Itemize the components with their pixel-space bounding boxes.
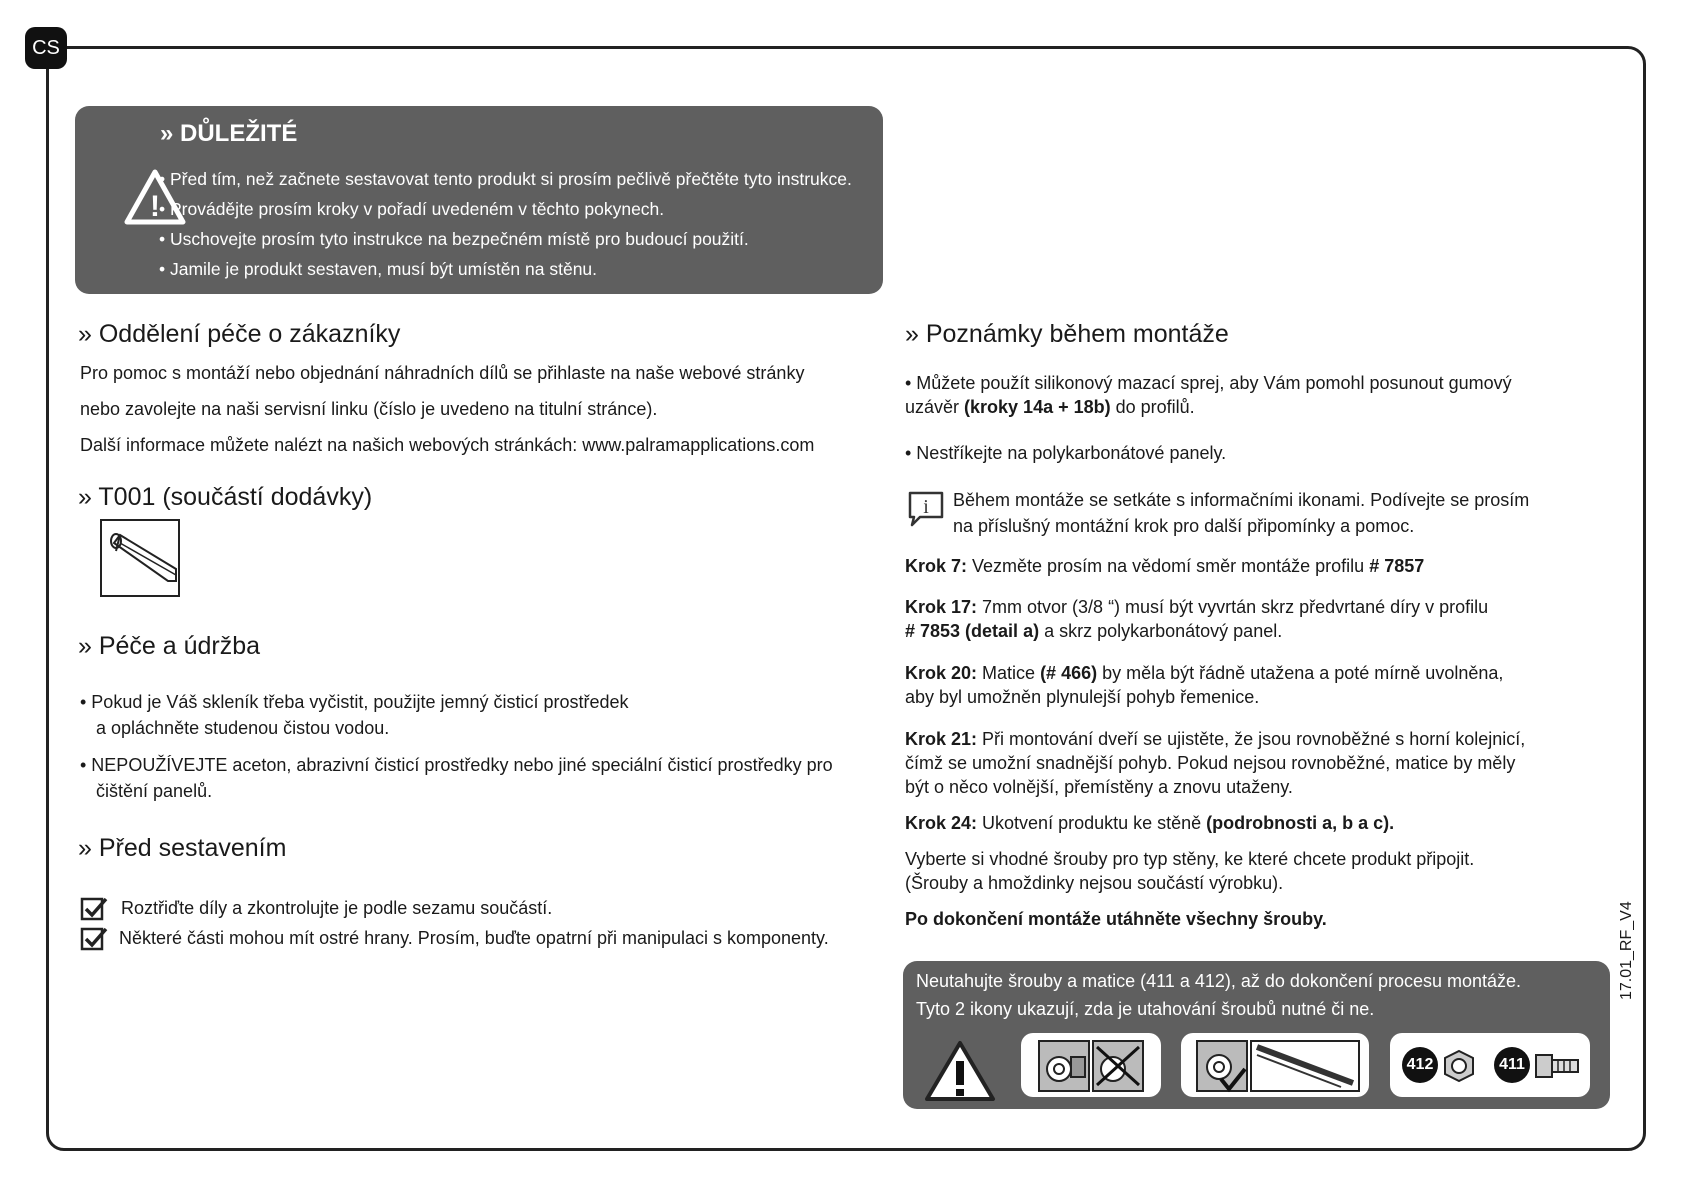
step-24-note: Krok 24: Ukotvení produktu ke stěně (podrobnosti a, b a c). [905, 813, 1395, 833]
note-line: uzávěr (kroky 14a + 18b) do profilů. [905, 397, 1195, 417]
care-item-line: čištění panelů. [96, 781, 213, 801]
important-title: » DŮLEŽITÉ [160, 120, 298, 147]
notice-line: Tyto 2 ikony ukazují, zda je utahování šroubů nutné či ne. [916, 999, 1375, 1019]
step-17-note: Krok 17: 7mm otvor (3/8 “) musí být vyvrtán skrz předvrtané díry v profilu [905, 597, 1489, 617]
hex-key-icon [102, 521, 178, 595]
care-item-line: a opláchněte studenou čistou vodou. [96, 718, 390, 738]
note-line: • Můžete použít silikonový mazací sprej, aby Vám pomohl posunout gumový [905, 373, 1512, 393]
tightening-notice-box [903, 961, 1610, 1109]
info-note-line: na příslušný montážní krok pro další připomínky a pomoc. [953, 516, 1415, 536]
checkbox-checked-icon [80, 925, 108, 953]
step-21-note: čímž se umožní snadnější pohyb. Pokud nejsou rovnoběžné, matice by měly [905, 753, 1516, 773]
part-411-badge: 411 [1494, 1047, 1530, 1083]
tighten-icons-group [1021, 1033, 1161, 1097]
checklist-text: Některé části mohou mít ostré hrany. Prosím, buďte opatrní při manipulaci s komponenty. [119, 927, 829, 948]
wrench-icons-group [1181, 1033, 1369, 1097]
customer-care-line: Pro pomoc s montáží nebo objednání náhradních dílů se přihlaste na naše webové stránky [80, 363, 805, 383]
customer-care-title: » Oddělení péče o zákazníky [78, 320, 401, 348]
important-box [75, 106, 883, 294]
before-assembly-title: » Před sestavením [78, 834, 287, 862]
care-item-line: • NEPOUŽÍVEJTE aceton, abrazivní čisticí prostředky nebo jiné speciální čisticí prostředky pro [80, 755, 833, 775]
care-title: » Péče a údržba [78, 632, 261, 660]
important-item: • Před tím, než začnete sestavovat tento produkt si prosím pečlivě přečtěte tyto instrukce. [159, 164, 852, 194]
customer-care-line: Další informace můžete nalézt na našich webových stránkách: www.palramapplications.com [80, 435, 815, 455]
assembly-notes-title: » Poznámky během montáže [905, 320, 1229, 348]
svg-text:!: ! [150, 190, 160, 223]
important-item: • Provádějte prosím kroky v pořadí uvedeném v těchto pokynech. [159, 194, 852, 224]
step-17-note: # 7853 (detail a) a skrz polykarbonátový panel. [905, 621, 1283, 641]
screws-note: Vyberte si vhodné šrouby pro typ stěny, ke které chcete produkt připojit. [905, 849, 1475, 869]
checklist-text: Roztřiďte díly a zkontrolujte je podle sezamu součástí. [121, 897, 553, 918]
info-icon [906, 489, 946, 529]
part-412-badge: 412 [1402, 1047, 1438, 1083]
parts-legend-group [1390, 1033, 1590, 1097]
important-item: • Uschovejte prosím tyto instrukce na bezpečném místě pro budoucí použití. [159, 224, 852, 254]
language-badge: CS [25, 27, 67, 69]
bolt-icon [1534, 1047, 1582, 1085]
note-line: • Nestříkejte na polykarbonátové panely. [905, 443, 1227, 463]
info-note-line: Během montáže se setkáte s informačními ikonami. Podívejte se prosím [953, 490, 1530, 510]
hex-key-tool-image [100, 519, 180, 597]
checklist-item [80, 895, 552, 923]
nut-icon [1442, 1049, 1476, 1083]
svg-text:i: i [923, 496, 929, 518]
care-item-line: • Pokud je Váš skleník třeba vyčistit, použijte jemný čisticí prostředek [80, 692, 629, 712]
checklist-item [80, 925, 829, 953]
step-21-note: být o něco volnější, přemístěny a znovu utaženy. [905, 777, 1293, 797]
checkbox-checked-icon [80, 895, 108, 923]
final-tighten-note: Po dokončení montáže utáhněte všechny šrouby. [905, 909, 1327, 929]
tool-title: » T001 (součástí dodávky) [78, 483, 373, 511]
customer-care-line: nebo zavolejte na naši servisní linku (číslo je uvedeno na titulní stránce). [80, 399, 658, 419]
bolt-nut-icon [1021, 1033, 1161, 1097]
important-item: • Jamile je produkt sestaven, musí být umístěn na stěnu. [159, 254, 852, 284]
screws-note: (Šrouby a hmoždinky nejsou součástí výrobku). [905, 873, 1284, 893]
document-version: 17.01_RF_V4 [1618, 901, 1635, 1000]
notice-line: Neutahujte šrouby a matice (411 a 412), až do dokončení procesu montáže. [916, 971, 1522, 991]
step-7-note: Krok 7: Vezměte prosím na vědomí směr montáže profilu # 7857 [905, 556, 1425, 576]
warning-icon [923, 1039, 997, 1103]
important-list [159, 164, 852, 284]
step-20-note: Krok 20: Matice (# 466) by měla být řádně utažena a poté mírně uvolněna, [905, 663, 1504, 683]
step-21-note: Krok 21: Při montování dveří se ujistěte, že jsou rovnoběžné s horní kolejnicí, [905, 729, 1526, 749]
wrench-tightening-icon [1181, 1033, 1369, 1097]
step-20-note: aby byl umožněn plynulejší pohyb řemenice. [905, 687, 1260, 707]
